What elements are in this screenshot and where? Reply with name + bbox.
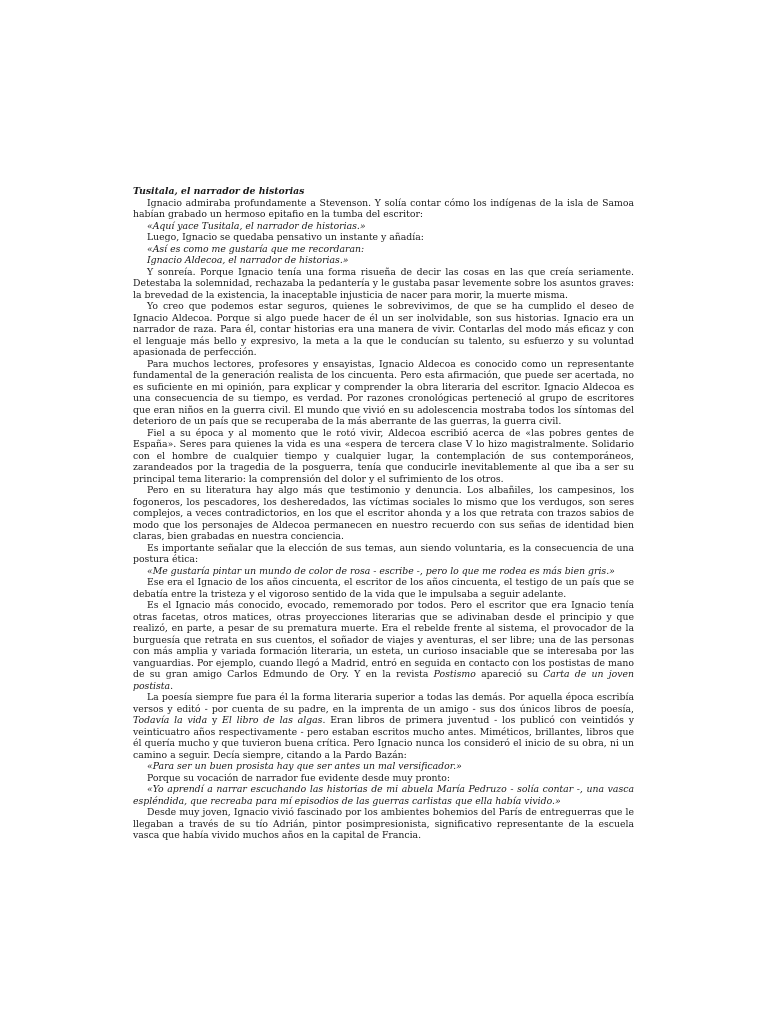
- text-span: «Me gustaría pintar un mundo de color de rosa - escribe -, pero lo que me rodea es más bien gris.»: [147, 565, 615, 577]
- paragraph: [133, 692, 634, 761]
- text-span: Pero en su literatura hay algo más que testimonio y denuncia. Los albañiles, los campesinos, los fogoneros, los pescadores, los desheredados, las víctimas sociales lo mismo que los verdugos, son seres complejos, a veces contradictorios, en los que el escritor ahonda y a los que retrata con trazos sabios de modo que los personajes de Aldecoa permanecen en nuestro recuerdo con sus señas de identidad bien claras, bien grabadas en nuestra conciencia.: [133, 485, 634, 542]
- text-span: apareció su: [475, 669, 544, 680]
- paragraph: [133, 255, 634, 267]
- paragraph: [133, 784, 634, 807]
- paragraph: [133, 244, 634, 256]
- paragraph: [133, 221, 634, 233]
- paragraph: [133, 301, 634, 359]
- text-span: «Yo aprendí a narrar escuchando las historias de mi abuela María Pedruzo - solía contar -, una vasca espléndida, que recreaba para mí episodios de las guerras carlistas que ella había vivido.»: [133, 784, 634, 807]
- text-span: Y sonreía. Porque Ignacio tenía una forma risueña de decir las cosas en las que creía seriamente. Detestaba la solemnidad, rechazaba la pedantería y le gustaba pasar levemente sobre los asuntos graves: la brevedad de la existencia, la inaceptable injusticia de nacer para morir, la muerte misma.: [133, 266, 634, 301]
- document-body: [133, 198, 634, 842]
- document-title: Tusitala, el narrador de historias: [133, 186, 305, 197]
- text-span: Es importante señalar que la elección de sus temas, aun siendo voluntaria, es la consecuencia de una postura ética:: [133, 542, 634, 565]
- text-span: Ignacio admiraba profundamente a Stevenson. Y solía contar cómo los indígenas de la isla de Samoa habían grabado un hermoso epitafio en la tumba del escritor:: [133, 197, 634, 220]
- paragraph: [133, 428, 634, 486]
- paragraph: [133, 566, 634, 578]
- paragraph: [133, 232, 634, 244]
- paragraph: [133, 359, 634, 428]
- paragraph: [133, 600, 634, 692]
- text-span: Desde muy joven, Ignacio vivió fascinado por los ambientes bohemios del París de entreguerras que le llegaban a través de su tío Adrián, pintor posimpresionista, significativo representante de la escuela vasca que había vivido muchos años en la capital de Francia.: [133, 807, 634, 841]
- text-span: Fiel a su época y al momento que le rotó vivir, Aldecoa escribió acerca de «las pobres gentes de España». Seres para quienes la vida es una «espera de tercera clase V lo hizo magistralmente. Solidario con el hombre de cualquier tiempo y cualquier lugar, la contemplación de sus contemporáneos, zarandeados por la tragedia de la posguerra, tenía que conducirle inevitablemente al que iba a ser su principal tema literario: la comprensión del dolor y el sufrimiento de los otros.: [133, 427, 634, 485]
- text-span: Luego, Ignacio se quedaba pensativo un instante y añadía:: [147, 232, 424, 243]
- paragraph: [133, 543, 634, 566]
- text-span: .: [170, 680, 174, 692]
- text-span: La poesía siempre fue para él la forma literaria superior a todas las demás. Por aquella época escribía versos y editó - por cuenta de su padre, en la imprenta de un amigo - sus dos únicos libros de poesía,: [133, 692, 634, 715]
- text-span: «Para ser un buen prosista hay que ser antes un mal versificador.»: [147, 761, 462, 772]
- italic-title-span: El libro de las algas: [222, 715, 323, 726]
- italic-title-span: Todavía la vida: [133, 715, 208, 726]
- text-span: Para muchos lectores, profesores y ensayistas, Ignacio Aldecoa es conocido como un representante fundamental de la generación realista de los cincuenta. Pero esta afirmación, que puede ser acertada, no es suficiente en mi opinión, para explicar y comprender la obra literaria del escritor. Ignacio Aldecoa es una consecuencia de su tiempo, es verdad. Por razones cronológicas perteneció al grupo de escritores que eran niños en la guerra civil. El mundo que vivió en su adolescencia mostraba todos los síntomas del deterioro de un país que se recuperaba de la más aberrante de las guerras, la guerra civil.: [133, 358, 634, 427]
- paragraph: [133, 198, 634, 221]
- paragraph: [133, 267, 634, 302]
- text-span: Yo creo que podemos estar seguros, quienes le sobrevivimos, de que se ha cumplido el deseo de Ignacio Aldecoa. Porque si algo puede hacer de él un ser inolvidable, son sus historias. Ignacio era un narrador de raza. Para él, contar historias era una manera de vivir. Contarlas del modo más eficaz y con el lenguaje más bello y expresivo, la meta a la que le conducían su talento, su esfuerzo y su voluntad apasionada de perfección.: [133, 301, 634, 358]
- text-span: Porque su vocación de narrador fue evidente desde muy pronto:: [147, 772, 451, 784]
- document-page: [133, 186, 634, 842]
- text-span: Ignacio Aldecoa, el narrador de historias.»: [147, 255, 349, 266]
- text-span: . Eran libros de primera juventud - los publicó con veintidós y veinticuatro años respectivamente - pero estaban escritos mucho antes. Miméticos, brillantes, libros que él quería mucho y que tuvieron buena crítica. Pero Ignacio nunca los consideró el inicio de su obra, ni un camino a seguir. Decía siempre, citando a la Pardo Bazán:: [133, 715, 634, 761]
- paragraph: [133, 761, 634, 773]
- paragraph: [133, 577, 634, 600]
- text-span: Ese era el Ignacio de los años cincuenta, el escritor de los años cincuenta, el testigo de un país que se debatía entre la tristeza y el vigoroso sentido de la vida que le impulsaba a seguir adelante.: [133, 577, 634, 600]
- text-span: «Así es como me gustaría que me recordaran:: [147, 243, 365, 255]
- paragraph: [133, 485, 634, 543]
- italic-title-span: Carta de un joven postista: [133, 669, 635, 692]
- paragraph: [133, 773, 634, 785]
- text-span: «Aquí yace Tusitala, el narrador de historias.»: [147, 220, 366, 232]
- text-span: Es el Ignacio más conocido, evocado, rememorado por todos. Pero el escritor que era Ignacio tenía otras facetas, otros matices, otras proyecciones literarias que se adivinaban desde el principio y que realizó, en parte, a pesar de su prematura muerte. Era el rebelde frente al sistema, el provocador de la burguesía que retrata en sus cuentos, el soñador de viajes y aventuras, el ser libre; una de las personas con más amplia y variada formación literaria, un esteta, un curioso insaciable que se interesaba por las vanguardias. Por ejemplo, cuando llegó a Madrid, entró en seguida en contacto con los postistas de mano de su gran amigo Carlos Edmundo de Ory. Y en la revista: [133, 600, 634, 680]
- italic-title-span: Postismo: [433, 669, 476, 680]
- paragraph: [133, 807, 634, 842]
- text-span: y: [207, 715, 223, 726]
